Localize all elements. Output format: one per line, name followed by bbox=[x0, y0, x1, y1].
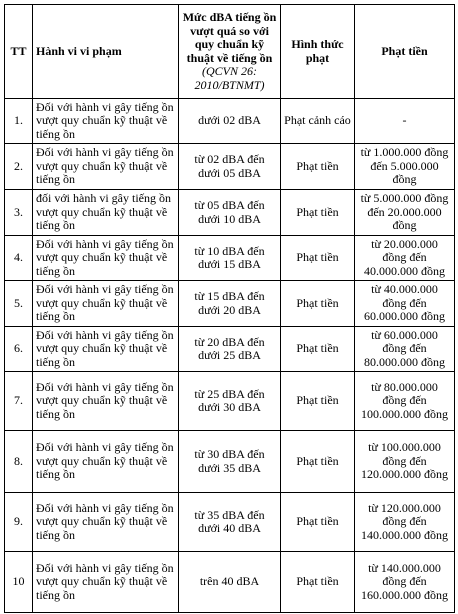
row-penalty-form: Phạt tiền bbox=[281, 190, 355, 236]
row-penalty-form: Phạt tiền bbox=[281, 281, 355, 327]
row-noise-level: từ 35 dBA đến dưới 40 dBA bbox=[179, 493, 281, 552]
row-noise-level: từ 30 dBA đến dưới 35 dBA bbox=[179, 431, 281, 493]
row-number: 7. bbox=[5, 372, 33, 431]
table-row bbox=[5, 372, 455, 431]
row-number: 6. bbox=[5, 327, 33, 372]
row-violation: Đối với hành vi gây tiếng ồn vượt quy chuẩn kỹ thuật về tiếng ồn bbox=[33, 327, 179, 372]
row-violation: Đối với hành vi gây tiếng ồn vượt quy chuẩn kỹ thuật về tiếng ồn bbox=[33, 372, 179, 431]
row-penalty-form: Phạt tiền bbox=[281, 552, 355, 613]
row-noise-level: từ 15 dBA đến dưới 20 dBA bbox=[179, 281, 281, 327]
row-fine: từ 100.000.000 đồng đến 120.000.000 đồng bbox=[355, 431, 455, 493]
header-fine: Phạt tiền bbox=[355, 5, 455, 99]
table-row bbox=[5, 431, 455, 493]
row-fine: từ 120.000.000 đồng đến 140.000.000 đồng bbox=[355, 493, 455, 552]
row-fine: từ 80.000.000 đồng đến 100.000.000 đồng bbox=[355, 372, 455, 431]
row-penalty-form: Phạt tiền bbox=[281, 493, 355, 552]
row-violation: Đối với hành vi gây tiếng ồn vượt quy chuẩn kỹ thuật về tiếng ồn bbox=[33, 431, 179, 493]
row-penalty-form: Phạt tiền bbox=[281, 236, 355, 281]
table-body bbox=[5, 99, 455, 613]
row-violation: Đối với hành vi gây tiếng ồn vượt quy chuẩn kỹ thuật về tiếng ồn bbox=[33, 99, 179, 144]
row-noise-level: từ 05 dBA đến dưới 10 dBA bbox=[179, 190, 281, 236]
row-violation: Đối với hành vi gây tiếng ồn vượt quy chuẩn kỹ thuật về tiếng ồn bbox=[33, 236, 179, 281]
row-number: 2. bbox=[5, 144, 33, 190]
table-row bbox=[5, 236, 455, 281]
header-noise-level bbox=[179, 5, 281, 99]
row-noise-level: dưới 02 dBA bbox=[179, 99, 281, 144]
row-fine: từ 5.000.000 đồng đến 20.000.000 đồng bbox=[355, 190, 455, 236]
row-violation: Đối với hành vi gây tiếng ồn vượt quy chuẩn kỹ thuật về tiếng ồn bbox=[33, 144, 179, 190]
table-row bbox=[5, 190, 455, 236]
table-row bbox=[5, 552, 455, 613]
row-noise-level: từ 02 dBA đến dưới 05 dBA bbox=[179, 144, 281, 190]
table-row bbox=[5, 99, 455, 144]
row-fine: từ 1.000.000 đồng đến 5.000.000 đồng bbox=[355, 144, 455, 190]
row-violation: Đối với hành vi gây tiếng ồn vượt quy chuẩn kỹ thuật về tiếng ồn bbox=[33, 493, 179, 552]
row-number: 9. bbox=[5, 493, 33, 552]
row-violation: Đối với hành vi gây tiếng ồn vượt quy chuẩn kỹ thuật về tiếng ồn bbox=[33, 552, 179, 613]
row-fine: - bbox=[355, 99, 455, 144]
row-number: 4. bbox=[5, 236, 33, 281]
table-row bbox=[5, 281, 455, 327]
table-row bbox=[5, 493, 455, 552]
header-tt: TT bbox=[5, 5, 33, 99]
row-number: 5. bbox=[5, 281, 33, 327]
header-noise-level-text: Mức dBA tiếng ồn vượt quá so với quy chuẩn kỹ thuật về tiếng ồn bbox=[182, 10, 277, 65]
header-noise-level-standard: (QCVN 26: 2010/BTNMT) bbox=[194, 64, 265, 92]
row-penalty-form: Phạt tiền bbox=[281, 327, 355, 372]
table-row bbox=[5, 327, 455, 372]
row-fine: từ 60.000.000 đồng đến 80.000.000 đồng bbox=[355, 327, 455, 372]
row-number: 8. bbox=[5, 431, 33, 493]
row-penalty-form: Phạt tiền bbox=[281, 144, 355, 190]
row-violation: đối với hành vi gây tiếng ồn vượt quy chuẩn kỹ thuật về tiếng ồn bbox=[33, 190, 179, 236]
row-noise-level: từ 25 dBA đến dưới 30 dBA bbox=[179, 372, 281, 431]
row-fine: từ 20.000.000 đồng đến 40.000.000 đồng bbox=[355, 236, 455, 281]
row-number: 1. bbox=[5, 99, 33, 144]
row-number: 10 bbox=[5, 552, 33, 613]
header-penalty-form: Hình thức phạt bbox=[281, 5, 355, 99]
noise-fine-table bbox=[4, 4, 455, 613]
row-penalty-form: Phạt cảnh cáo bbox=[281, 99, 355, 144]
row-number: 3. bbox=[5, 190, 33, 236]
row-violation: Đối với hành vi gây tiếng ồn vượt quy chuẩn kỹ thuật về tiếng ồn bbox=[33, 281, 179, 327]
row-penalty-form: Phạt tiền bbox=[281, 372, 355, 431]
row-noise-level: từ 20 dBA đến dưới 25 dBA bbox=[179, 327, 281, 372]
row-fine: từ 140.000.000 đồng đến 160.000.000 đồng bbox=[355, 552, 455, 613]
table-row bbox=[5, 144, 455, 190]
table-header-row bbox=[5, 5, 455, 99]
row-noise-level: trên 40 dBA bbox=[179, 552, 281, 613]
row-penalty-form: Phạt tiền bbox=[281, 431, 355, 493]
row-noise-level: từ 10 dBA đến dưới 15 dBA bbox=[179, 236, 281, 281]
row-fine: từ 40.000.000 đồng đến 60.000.000 đồng bbox=[355, 281, 455, 327]
header-violation: Hành vi vi phạm bbox=[33, 5, 179, 99]
document-page bbox=[4, 4, 455, 613]
